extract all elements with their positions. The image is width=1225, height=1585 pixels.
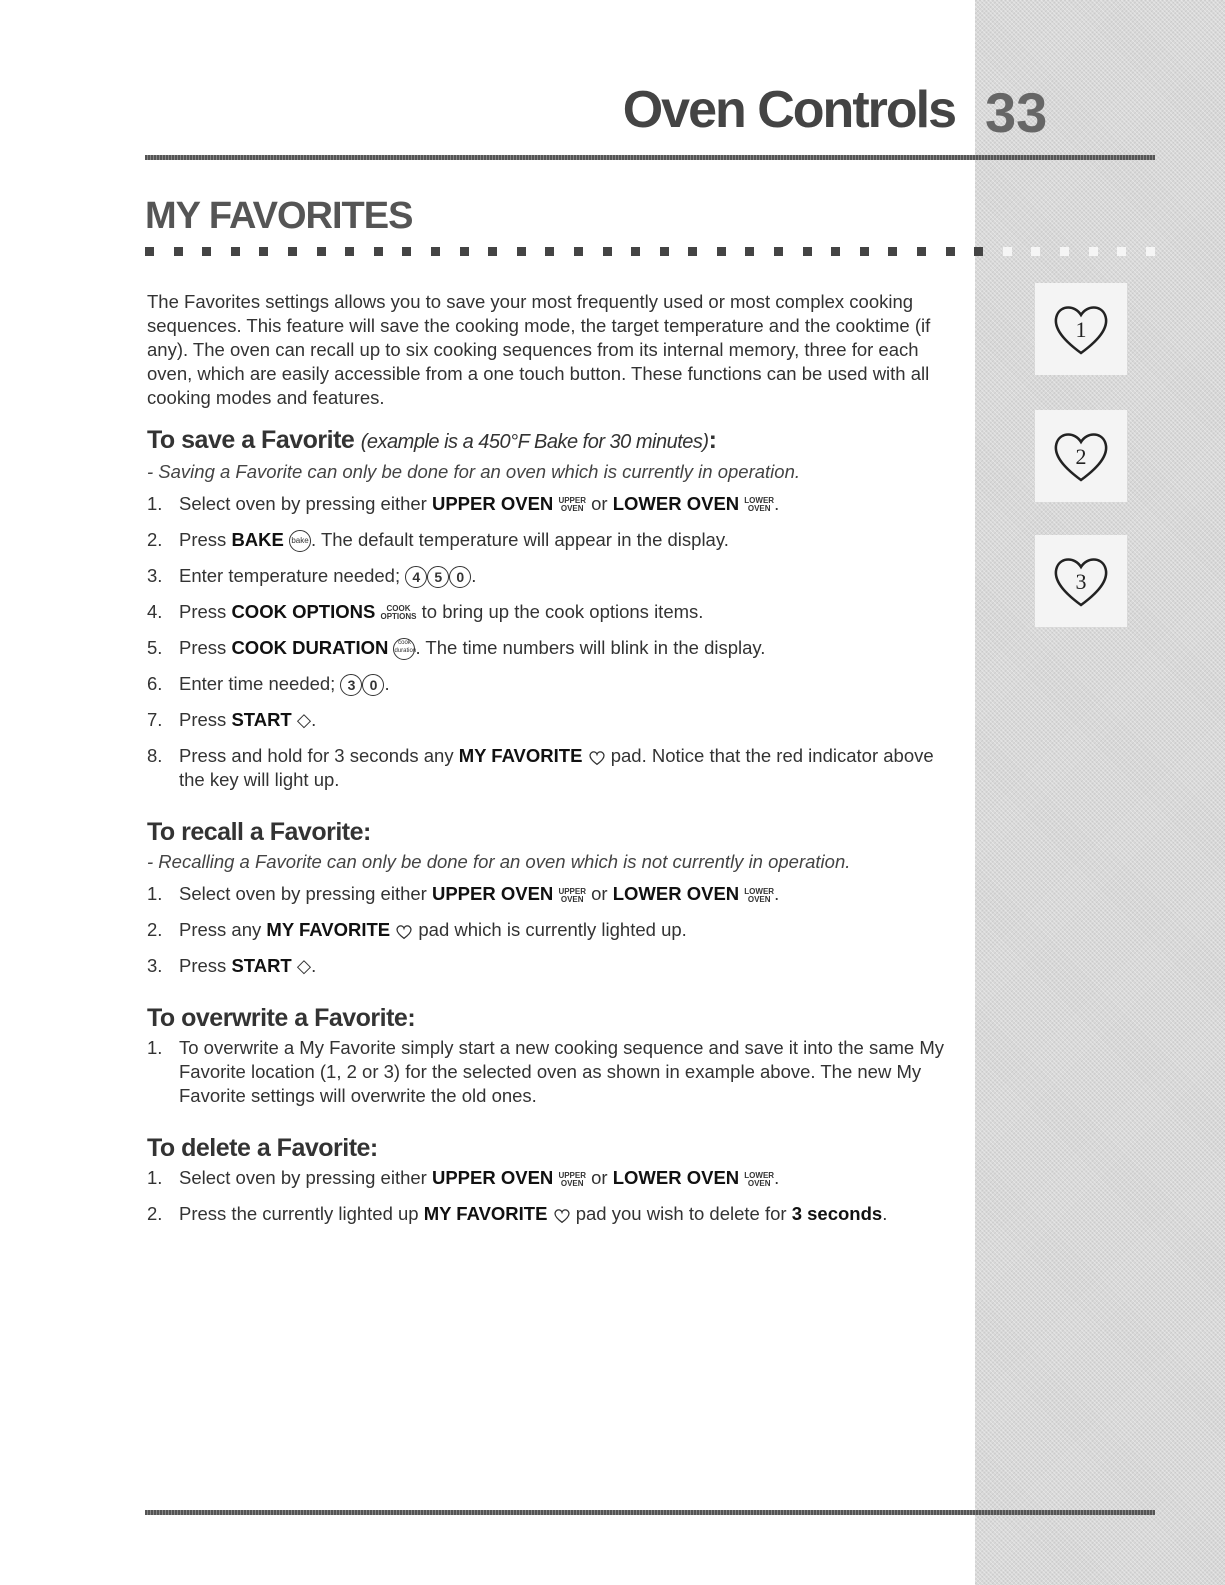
footer-rule xyxy=(145,1510,1155,1515)
key-4-icon: 4 xyxy=(405,566,427,588)
upper-oven-key-icon: UPPER OVEN xyxy=(558,1170,586,1188)
main-content xyxy=(147,290,957,1254)
overwrite-section xyxy=(147,1006,957,1108)
list-item: 7. Press START ◇. xyxy=(147,709,317,731)
recall-steps xyxy=(147,882,957,978)
svg-text:1: 1 xyxy=(1075,317,1087,342)
favorite-2-icon xyxy=(1035,410,1127,502)
start-key-icon: ◇ xyxy=(296,955,312,977)
list-item: 3. Enter temperature needed; 4 5 0 . xyxy=(147,564,957,588)
list-item: 4. Press COOK OPTIONS COOK OPTIONS to bring up the cook options items. xyxy=(147,601,704,623)
list-item: 8. Press and hold for 3 seconds any MY FAVORITE pad. Notice that the red indicator above the key will light up. xyxy=(147,745,934,791)
list-item: 5. Press COOK DURATION cook duration. The time numbers will blink in the display. xyxy=(147,636,957,660)
heart-icon xyxy=(395,923,413,941)
list-item: 1. To overwrite a My Favorite simply start a new cooking sequence and save it into the same My Favorite location (1, 2 or 3) for the selected oven as shown in example above. The new My Favorite settings will overwrite the old ones. xyxy=(147,1037,945,1107)
lower-oven-key-icon: LOWER OVEN xyxy=(744,496,775,514)
favorite-3-icon xyxy=(1035,535,1127,627)
save-section xyxy=(147,428,957,792)
list-item: 2. Press the currently lighted up MY FAVORITE pad you wish to delete for 3 seconds. xyxy=(147,1203,888,1225)
section-title: MY FAVORITES xyxy=(145,195,413,237)
recall-heading: To recall a Favorite: xyxy=(147,818,371,847)
bake-key-icon: bake xyxy=(289,530,311,552)
save-steps xyxy=(147,492,957,792)
key-5-icon: 5 xyxy=(427,566,449,588)
start-key-icon: ◇ xyxy=(296,709,312,731)
page-number: 33 xyxy=(985,81,1048,144)
key-0-icon: 0 xyxy=(362,674,384,696)
save-heading: To save a Favorite (example is a 450°F Bake for 30 minutes): xyxy=(147,426,717,454)
favorite-1-icon xyxy=(1035,283,1127,375)
list-item: 2. Press any MY FAVORITE pad which is currently lighted up. xyxy=(147,919,687,941)
lower-oven-key-icon: LOWER OVEN xyxy=(744,1170,775,1188)
list-item: 2. Press BAKE bake . The default temperature will appear in the display. xyxy=(147,528,957,552)
delete-section xyxy=(147,1136,957,1226)
list-item: 1. Select oven by pressing either UPPER OVEN UPPER OVEN or LOWER OVEN LOWER OVEN . xyxy=(147,493,780,514)
overwrite-steps xyxy=(147,1036,957,1108)
lower-oven-key-icon: LOWER OVEN xyxy=(744,886,775,904)
side-decorative-strip xyxy=(975,0,1225,1585)
intro-paragraph: The Favorites settings allows you to save your most frequently used or most complex cooking sequences. This feature will save the cooking mode, the target temperature and the cooktime (if any). The oven can recall up to six cooking sequences from its internal memory, three for each oven, which are easily accessible from a one touch button. These functions can be used with all cooking modes and features. xyxy=(147,291,931,408)
list-item: 1. Select oven by pressing either UPPER OVEN UPPER OVEN or LOWER OVEN LOWER OVEN . xyxy=(147,883,780,905)
cook-options-key-icon: COOK OPTIONS xyxy=(380,604,417,622)
delete-heading: To delete a Favorite: xyxy=(147,1134,378,1163)
overwrite-heading: To overwrite a Favorite: xyxy=(147,1004,416,1033)
header-rule xyxy=(145,155,1155,160)
recall-section xyxy=(147,820,957,978)
svg-text:2: 2 xyxy=(1075,444,1087,469)
cook-duration-key-icon: cook duration xyxy=(393,638,415,660)
upper-oven-key-icon: UPPER OVEN xyxy=(558,886,586,904)
list-item: 1. Select oven by pressing either UPPER OVEN UPPER OVEN or LOWER OVEN LOWER OVEN . xyxy=(147,1167,780,1189)
list-item: 6. Enter time needed; 3 0 . xyxy=(147,672,957,696)
heart-icon xyxy=(588,749,606,767)
heart-icon xyxy=(553,1207,571,1225)
dotted-divider xyxy=(145,247,1155,259)
page-header-title: Oven Controls xyxy=(622,81,955,139)
recall-note: - Recalling a Favorite can only be done for an oven which is not currently in operation. xyxy=(147,851,851,873)
delete-steps xyxy=(147,1166,957,1226)
key-3-icon: 3 xyxy=(340,674,362,696)
svg-text:3: 3 xyxy=(1075,569,1087,594)
save-note: - Saving a Favorite can only be done for an oven which is currently in operation. xyxy=(147,461,801,482)
upper-oven-key-icon: UPPER OVEN xyxy=(558,496,586,514)
list-item: 3. Press START ◇. xyxy=(147,955,317,977)
key-0-icon: 0 xyxy=(449,566,471,588)
